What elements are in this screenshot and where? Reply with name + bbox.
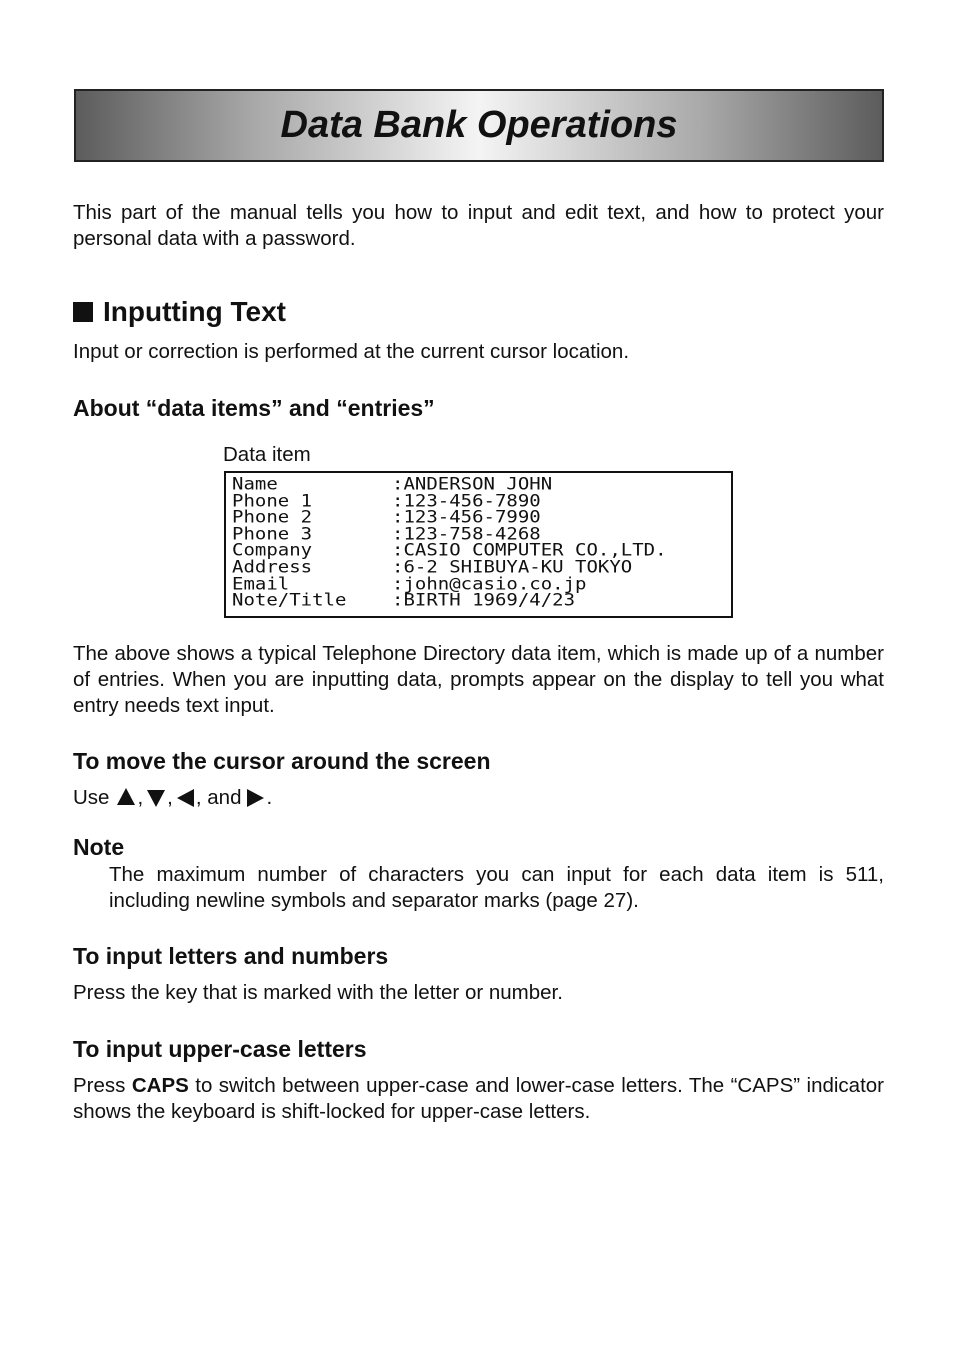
about-description: The above shows a typical Telephone Directory data item, which is made up of a number of entries. When you are inputting data, prompts appear on the display to tell you what entry needs text input. <box>73 642 884 717</box>
entry-value: :CASIO COMPUTER CO.,LTD. <box>392 540 667 561</box>
cursor-heading: To move the cursor around the screen <box>73 748 491 774</box>
right-arrow-icon <box>247 789 264 807</box>
comma: , <box>167 786 173 809</box>
lcd-screen <box>224 471 733 618</box>
section-lead: Input or correction is performed at the current cursor location. <box>73 340 630 363</box>
page-title: Data Bank Operations <box>280 104 678 146</box>
period: . <box>266 786 273 809</box>
comma: , <box>137 786 144 809</box>
bullet-square-icon <box>73 302 93 322</box>
note-heading: Note <box>73 834 125 860</box>
entry-label: Phone 2 <box>232 507 313 528</box>
and-word: , and <box>195 786 242 809</box>
entry-label: Name <box>232 474 278 495</box>
entry-label: Note/Title <box>232 590 347 611</box>
cursor-instruction <box>73 785 272 811</box>
entry-value: :123-456-7990 <box>392 507 541 528</box>
uppercase-text: to switch between upper-case and lower-case letters. The “CAPS” indicator shows the keyboard is shift-locked for upper-case letters. <box>73 1074 884 1123</box>
entry-value: :ANDERSON JOHN <box>392 474 553 495</box>
section-heading-text: Inputting Text <box>103 296 286 327</box>
entry-value: :BIRTH 1969/4/23 <box>392 590 576 611</box>
about-heading: About “data items” and “entries” <box>73 395 435 421</box>
uppercase-paragraph <box>73 1073 884 1125</box>
left-arrow-icon <box>177 789 194 807</box>
entry-label: Address <box>232 557 313 578</box>
note-text: The maximum number of characters you can input for each data item is 511, including newline symbols and separator marks (page 27). <box>109 863 884 912</box>
title-banner <box>74 89 884 162</box>
uppercase-heading: To input upper-case letters <box>73 1036 367 1062</box>
data-item-caption: Data item <box>223 443 311 466</box>
intro-paragraph: This part of the manual tells you how to input and edit text, and how to protect your personal data with a password. <box>73 201 884 250</box>
screen-row <box>232 590 731 611</box>
entry-label: Phone 1 <box>232 490 313 511</box>
entry-label: Email <box>232 573 290 594</box>
up-arrow-icon <box>117 788 135 805</box>
use-word: Use <box>73 786 110 809</box>
section-heading <box>73 296 286 328</box>
caps-key-label: CAPS <box>131 1074 189 1097</box>
entry-value: :123-456-7890 <box>392 490 541 511</box>
letters-text: Press the key that is marked with the letter or number. <box>73 981 563 1004</box>
entry-value: :123-758-4268 <box>392 524 541 544</box>
entry-value: :john@casio.co.jp <box>392 573 587 594</box>
entry-label: Company <box>232 540 313 561</box>
press-word: Press <box>73 1074 126 1097</box>
entry-value: :6-2 SHIBUYA-KU TOKYO <box>392 557 633 578</box>
down-arrow-icon <box>147 790 165 807</box>
entry-label: Phone 3 <box>232 524 313 544</box>
letters-heading: To input letters and numbers <box>73 943 389 969</box>
